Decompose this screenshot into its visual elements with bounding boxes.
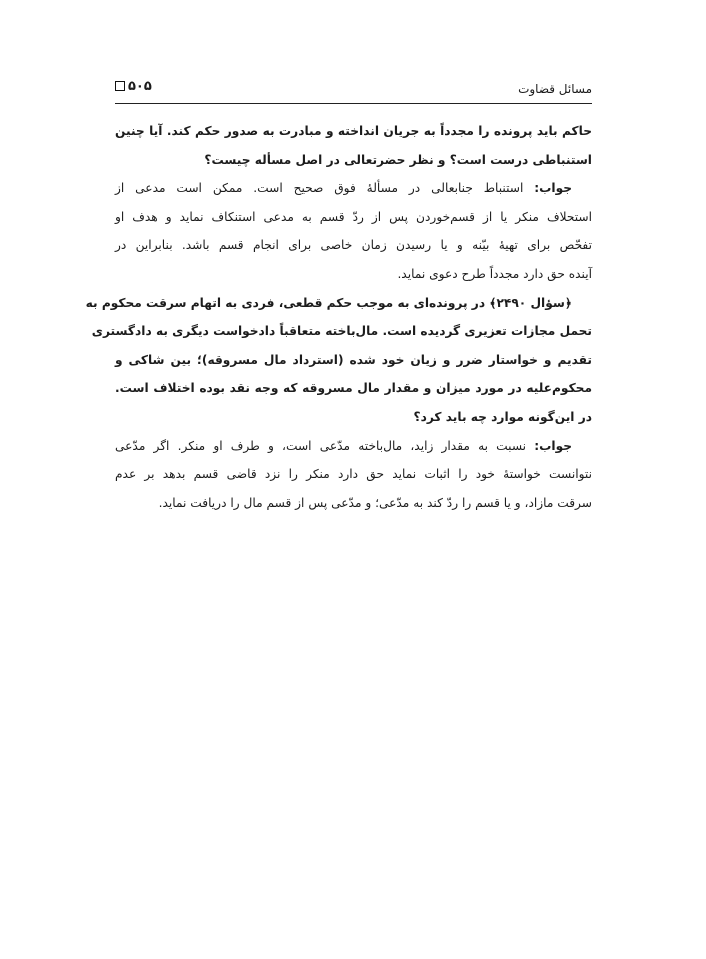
answer-line: آینده حق دارد مجدداً طرح دعوی نماید. <box>397 266 592 281</box>
answer-label: جواب: <box>534 181 572 196</box>
answer-label: جواب: <box>534 438 572 453</box>
question-line: تقدیم و خواستار ضرر و زیان خود شده (استرداد مال مسروقه)؛ بین شاکی و <box>115 352 592 367</box>
page-body <box>85 117 592 517</box>
page-number <box>115 79 152 94</box>
answer-text: نسبت به مقدار زاید، مال‌باخته مدّعی است، و طرف او منکر. اگر مدّعی <box>115 438 535 453</box>
answer-text: استنباط جنابعالی در مسألهٔ فوق صحیح است. ممکن است مدعی از <box>115 181 535 196</box>
square-ornament-icon <box>115 81 125 91</box>
answer-line: استحلاف منکر یا از قسم‌خوردن پس از ردّ قسم به مدعی استنکاف نماید و هدف او <box>115 209 592 224</box>
answer-line <box>115 174 592 203</box>
running-title: مسائل قضاوت <box>518 82 592 96</box>
question-line: تحمل مجازات تعزیری گردیده است. مال‌باخته متعاقباً دادخواست دیگری به دادگستری <box>91 324 592 339</box>
question-line: محکوم‌علیه در مورد میزان و مقدار مال مسروقه که وجه نقد بوده اختلاف است. <box>115 381 592 396</box>
header-rule <box>115 103 592 104</box>
running-header <box>115 79 592 101</box>
answer-line <box>115 432 592 461</box>
question-continuation-line: حاکم باید پرونده را مجدداً به جریان انداخته و مبادرت به صدور حکم کند. آیا چنین <box>115 124 592 138</box>
answer-line: نتوانست خواستهٔ خود را اثبات نماید حق دارد منکر را نزد قاضی قسم بدهد بر عدم <box>115 467 592 482</box>
question-line: ﴿سؤال ۲۴۹۰﴾ در پرونده‌ای به موجب حکم قطعی، فردی به اتهام سرقت محکوم به <box>85 295 572 310</box>
page-number-value: ۵۰۵ <box>128 79 152 94</box>
question-line: در این‌گونه موارد چه باید کرد؟ <box>413 409 592 424</box>
answer-line: تفحّص برای تهیهٔ بیّنه و یا رسیدن زمان خاصی برای انجام قسم باشد. بنابراین در <box>115 238 592 253</box>
question-continuation-line: استنباطی درست است؟ و نظر حضرتعالی در اصل مسأله چیست؟ <box>204 152 592 167</box>
answer-line: سرقت مازاد، و یا قسم را ردّ کند به مدّعی؛ و مدّعی پس از قسم مال را دریافت نماید. <box>158 495 592 510</box>
